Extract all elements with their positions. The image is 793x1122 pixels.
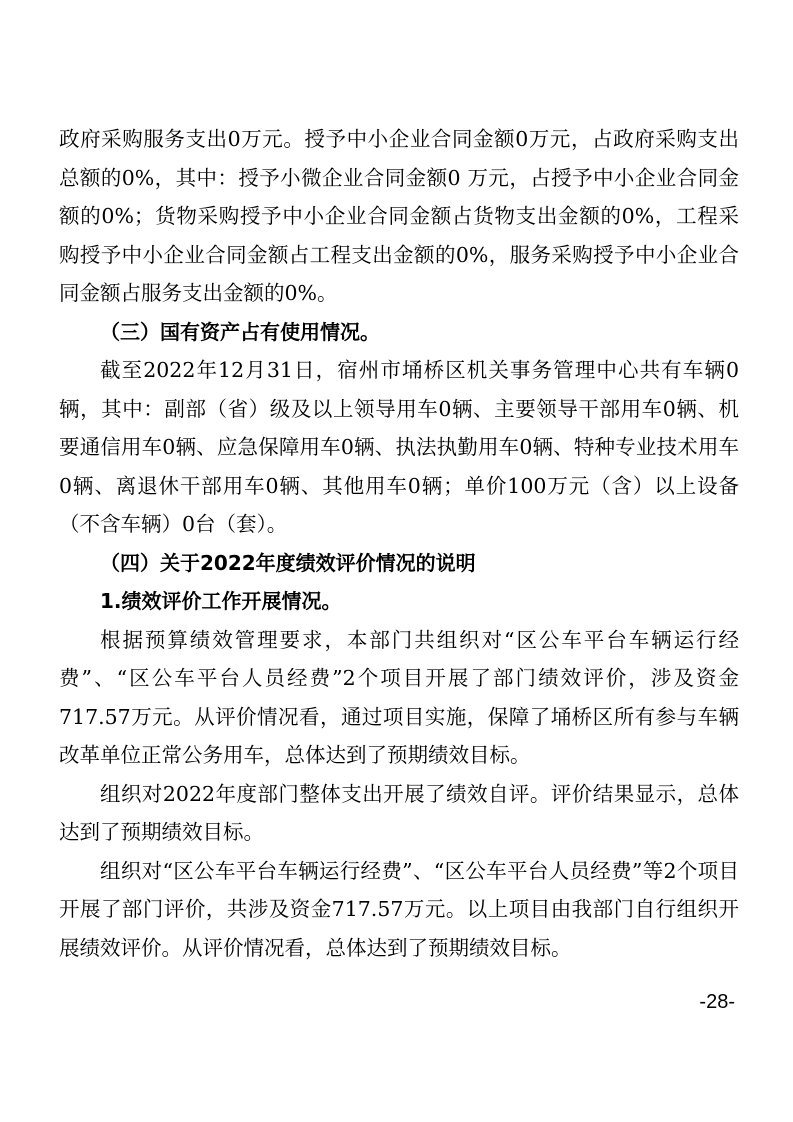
paragraph-department-evaluation: 组织对“区公车平台车辆运行经费”、“区公车平台人员经费”等2个项目开展了部门评价，共涉及资金717.57万元。以上项目由我部门自行组织开展绩效评价。从评价情况看，总体达到了预期绩效目标。: [59, 858, 739, 960]
section-heading-performance-evaluation: （四）关于2022年度绩效评价情况的说明: [100, 550, 476, 575]
paragraph-overall-self-evaluation: 组织对2022年度部门整体支出开展了绩效自评。评价结果显示，总体达到了预期绩效目标。: [59, 781, 739, 844]
page-number: -28-: [699, 991, 735, 1013]
section-heading-state-assets: （三）国有资产占有使用情况。: [100, 319, 380, 344]
paragraph-project-evaluation: 根据预算绩效管理要求，本部门共组织对“区公车平台车辆运行经费”、“区公车平台人员经费”2个项目开展了部门绩效评价，涉及资金717.57万元。从评价情况看，通过项目实施，保障了埇桥区所有参与车辆改革单位正常公务用车，总体达到了预期绩效目标。: [59, 627, 739, 767]
paragraph-procurement-summary: 政府采购服务支出0万元。授予中小企业合同金额0万元，占政府采购支出总额的0%，其中：授予小微企业合同金额0 万元，占授予中小企业合同金额的0%；货物采购授予中小企业合同金额占货物支出金额的0%，工程采购授予中小企业合同金额占工程支出金额的0%，服务采购授予中小企业合同金额占服务支出金额的0%。: [59, 127, 739, 305]
paragraph-vehicle-inventory: 截至2022年12月31日，宿州市埇桥区机关事务管理中心共有车辆0辆，其中：副部（省）级及以上领导用车0辆、主要领导干部用车0辆、机要通信用车0辆、应急保障用车0辆、执法执勤用车0辆、特种专业技术用车0辆、离退休干部用车0辆、其他用车0辆；单价100万元（含）以上设备（不含车辆）0台（套）。: [59, 358, 739, 536]
document-body: [59, 120, 739, 967]
subsection-heading-evaluation-work: 1.绩效评价工作开展情况。: [100, 589, 342, 613]
